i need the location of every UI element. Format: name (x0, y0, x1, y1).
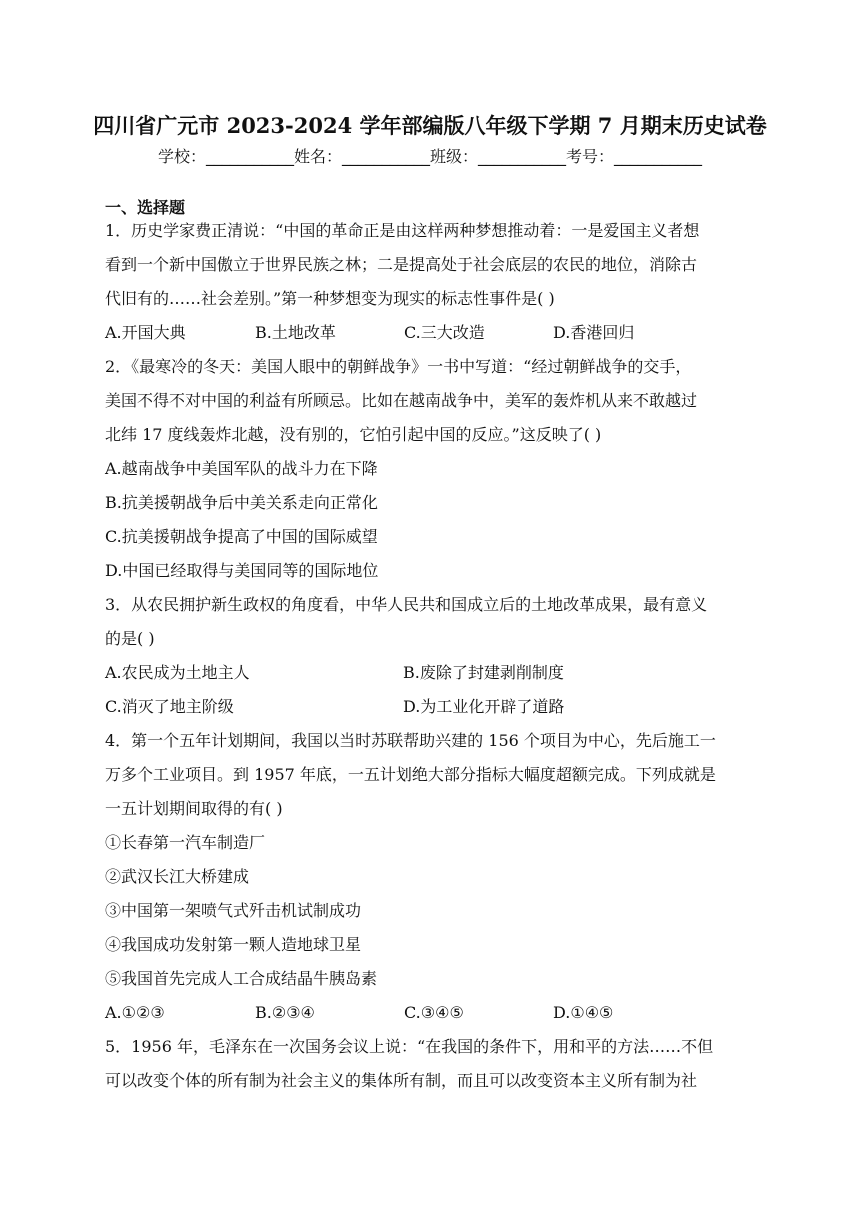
question-text-line: 的是( ) (105, 629, 155, 648)
statement-item: ③中国第一架喷气式歼击机试制成功 (105, 901, 362, 920)
options-row (105, 316, 760, 350)
option-c[interactable]: C.抗美援朝战争提高了中国的国际威望 (105, 527, 378, 546)
option-c[interactable]: C.三大改造 (404, 323, 485, 342)
exam-title: 四川省广元市 2023-2024 学年部编版八年级下学期 7 月期末历史试卷 (93, 113, 767, 138)
statement-item: ②武汉长江大桥建成 (105, 867, 250, 886)
question-text-line: 1．历史学家费正清说：“中国的革命正是由这样两种梦想推动着：一是爱国主义者想 (105, 221, 700, 240)
option-d[interactable]: D.中国已经取得与美国同等的国际地位 (105, 561, 379, 580)
options-row (105, 656, 760, 690)
question-text-line: 3．从农民拥护新生政权的角度看，中华人民共和国成立后的土地改革成果，最有意义 (105, 595, 708, 614)
option-b[interactable]: B.抗美援朝战争后中美关系走向正常化 (105, 493, 378, 512)
question-text-line: 4．第一个五年计划期间，我国以当时苏联帮助兴建的 156 个项目为中心，先后施工一 (105, 731, 716, 750)
exam-number-field[interactable]: 考号：___________ (566, 147, 703, 166)
question-text-line: 看到一个新中国傲立于世界民族之林；二是提高处于社会底层的农民的地位，消除古 (105, 255, 698, 274)
question-2 (105, 350, 760, 588)
question-text-line: 万多个工业项目。到 1957 年底，一五计划绝大部分指标大幅度超额完成。下列成就是 (105, 765, 716, 784)
option-a[interactable]: A.越南战争中美国军队的战斗力在下降 (105, 459, 378, 478)
question-text-line: 可以改变个体的所有制为社会主义的集体所有制，而且可以改变资本主义所有制为社 (105, 1071, 698, 1090)
school-field[interactable]: 学校：___________ (157, 147, 294, 166)
question-1 (105, 214, 760, 350)
question-4 (105, 724, 760, 1030)
option-d[interactable]: D.为工业化开辟了道路 (403, 697, 565, 716)
statement-item: ④我国成功发射第一颗人造地球卫星 (105, 935, 362, 954)
question-text-line: 5．1956 年，毛泽东在一次国务会议上说：“在我国的条件下，用和平的方法……不但 (105, 1037, 714, 1056)
option-a[interactable]: A.农民成为土地主人 (105, 663, 250, 682)
option-d[interactable]: D.香港回归 (553, 323, 635, 342)
option-b[interactable]: B.②③④ (255, 1003, 315, 1022)
student-info-fields (0, 144, 860, 170)
option-a[interactable]: A.开国大典 (105, 323, 186, 342)
options-row (105, 690, 760, 724)
option-b[interactable]: B.土地改革 (255, 323, 336, 342)
question-text-line: 代旧有的……社会差别。”第一种梦想变为现实的标志性事件是( ) (105, 289, 555, 308)
option-c[interactable]: C.③④⑤ (404, 1003, 464, 1022)
name-field[interactable]: 姓名：___________ (293, 147, 430, 166)
question-text-line: 一五计划期间取得的有( ) (105, 799, 283, 818)
statement-item: ①长春第一汽车制造厂 (105, 833, 266, 852)
question-text-line: 北纬 17 度线轰炸北越，没有别的，它怕引起中国的反应。”这反映了( ) (105, 425, 602, 444)
option-c[interactable]: C.消灭了地主阶级 (105, 697, 234, 716)
options-row (105, 996, 760, 1030)
class-field[interactable]: 班级：___________ (430, 147, 567, 166)
question-5 (105, 1030, 760, 1098)
option-a[interactable]: A.①②③ (105, 1003, 165, 1022)
statement-item: ⑤我国首先完成人工合成结晶牛胰岛素 (105, 969, 378, 988)
option-b[interactable]: B.废除了封建剥削制度 (403, 663, 564, 682)
question-3 (105, 588, 760, 724)
option-d[interactable]: D.①④⑤ (553, 1003, 614, 1022)
question-text-line: 美国不得不对中国的利益有所顾忌。比如在越南战争中，美军的轰炸机从来不敢越过 (105, 391, 698, 410)
question-text-line: 2．《最寒冷的冬天：美国人眼中的朝鲜战争》一书中写道：“经过朝鲜战争的交手， (105, 357, 692, 376)
section-title: 一、选择题 (105, 198, 186, 217)
